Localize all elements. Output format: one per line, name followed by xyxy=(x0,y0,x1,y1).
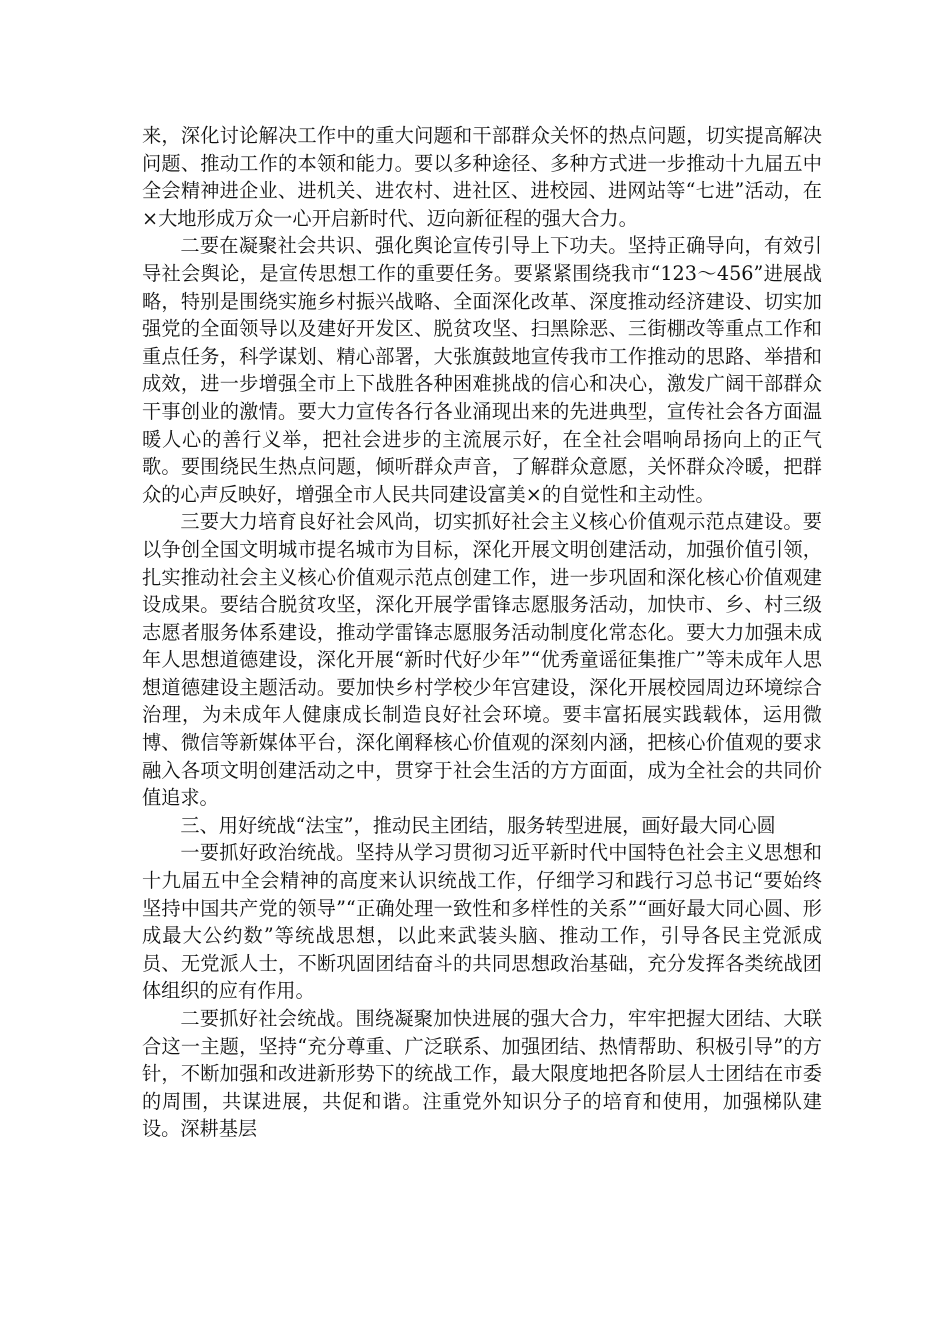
paragraph-social-united-front: 二要抓好社会统战。围绕凝聚加快进展的强大合力，牢牢把握大团结、大联合这一主题，坚持“充分尊重、广泛联系、加强团结、热情帮助、积极引导”的方针，不断加强和改进新形势下的统战工作，最大限度地把各阶层人士团结在市委的周围，共谋进展，共促和谐。注重党外知识分子的培育和使用，加强梯队建设。深耕基层 xyxy=(142,1007,822,1141)
paragraph-social-ethos: 三要大力培育良好社会风尚，切实抓好社会主义核心价值观示范点建设。要以争创全国文明城市提名城市为目标，深化开展文明创建活动，加强价值引领，扎实推动社会主义核心价值观示范点创建工作，进一步巩固和深化核心价值观建设成果。要结合脱贫攻坚，深化开展学雷锋志愿服务活动，加快市、乡、村三级志愿者服务体系建设，推动学雷锋志愿服务活动制度化常态化。要大力加强未成年人思想道德建设，深化开展“新时代好少年”“优秀童谣征集推广”等未成年人思想道德建设主题活动。要加快乡村学校少年宫建设，深化开展校园周边环境综合治理，为未成年人健康成长制造良好社会环境。要丰富拓展实践载体，运用微博、微信等新媒体平台，深化阐释核心价值观的深刻内涵，把核心价值观的要求融入各项文明创建活动之中，贯穿于社会生活的方方面面，成为全社会的共同价值追求。 xyxy=(142,510,822,810)
document-page xyxy=(142,122,822,1143)
section-heading-united-front: 三、用好统战“法宝”，推动民主团结，服务转型进展，画好最大同心圆 xyxy=(180,813,776,837)
paragraph-public-opinion: 二要在凝聚社会共识、强化舆论宣传引导上下功夫。坚持正确导向，有效引导社会舆论，是宣传思想工作的重要任务。要紧紧围绕我市“123～456”进展战略，特别是围绕实施乡村振兴战略、全面深化改革、深度推动经济建设、切实加强党的全面领导以及建好开发区、脱贫攻坚、扫黑除恶、三街棚改等重点工作和重点任务，科学谋划、精心部署，大张旗鼓地宣传我市工作推动的思路、举措和成效，进一步增强全市上下战胜各种困难挑战的信心和决心，激发广阔干部群众干事创业的激情。要大力宣传各行各业涌现出来的先进典型，宣传社会各方面温暖人心的善行义举，把社会进步的主流展示好，在全社会唱响昂扬向上的正气歌。要围绕民生热点问题，倾听群众声音，了解群众意愿，关怀群众冷暖，把群众的心声反映好，增强全市人民共同建设富美×的自觉性和主动性。 xyxy=(142,234,822,506)
paragraph-continuation: 来，深化讨论解决工作中的重大问题和干部群众关怀的热点问题，切实提高解决问题、推动工作的本领和能力。要以多种途径、多种方式进一步推动十九届五中全会精神进企业、进机关、进农村、进社区、进校园、进网站等“七进”活动，在×大地形成万众一心开启新时代、迈向新征程的强大合力。 xyxy=(142,124,822,230)
paragraph-political-united-front: 一要抓好政治统战。坚持从学习贯彻习近平新时代中国特色社会主义思想和十九届五中全会精神的高度来认识统战工作，仔细学习和践行习总书记“要始终坚持中国共产党的领导”“正确处理一致性和多样性的关系”“画好最大同心圆、形成最大公约数”等统战思想，以此来武装头脑、推动工作，引导各民主党派成员、无党派人士，不断巩固团结奋斗的共同思想政治基础，充分发挥各类统战团体组织的应有作用。 xyxy=(142,841,822,1003)
